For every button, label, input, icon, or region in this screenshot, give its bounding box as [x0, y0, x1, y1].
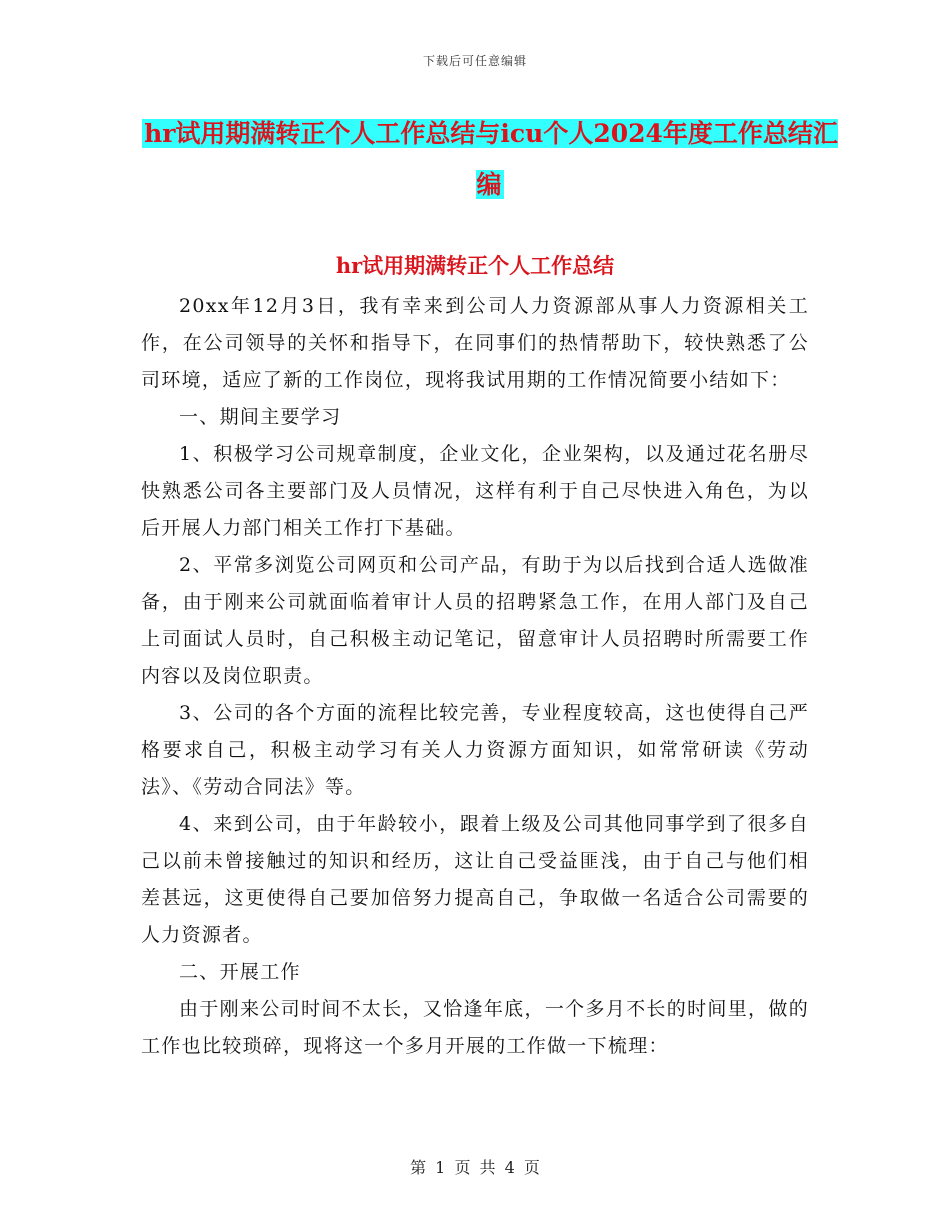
document-title-text: hr试用期满转正个人工作总结与icu个人2024年度工作总结汇编 [144, 119, 838, 199]
paragraph: 一、期间主要学习 [179, 406, 342, 428]
document-body [141, 288, 809, 1065]
paragraph: 3、公司的各个方面的流程比较完善，专业程度较高，这也使得自己严格要求自己，积极主动学习有关人力资源方面知识，如常常研读《劳动法》、《劳动合同法》等。 [141, 702, 809, 798]
document-title [140, 108, 840, 210]
paragraph: 2、平常多浏览公司网页和公司产品，有助于为以后找到合适人选做准备，由于刚来公司就面临着审计人员的招聘紧急工作，在用人部门及自己上司面试人员时，自己积极主动记笔记，留意审计人员招聘时所需要工作内容以及岗位职责。 [141, 554, 809, 687]
paragraph: 由于刚来公司时间不太长，又恰逢年底，一个多月不长的时间里，做的工作也比较琐碎，现将这一个多月开展的工作做一下梳理： [141, 998, 809, 1057]
section-title: hr试用期满转正个人工作总结 [335, 253, 615, 278]
paragraph: 1、积极学习公司规章制度，企业文化，企业架构，以及通过花名册尽快熟悉公司各主要部门及人员情况，这样有利于自己尽快进入角色，为以后开展人力部门相关工作打下基础。 [141, 443, 809, 539]
paragraph: 20xx年12月3日，我有幸来到公司人力资源部从事人力资源相关工作，在公司领导的关怀和指导下，在同事们的热情帮助下，较快熟悉了公司环境，适应了新的工作岗位，现将我试用期的工作情况简要小结如下： [141, 295, 809, 391]
paragraph: 二、开展工作 [179, 961, 301, 983]
paragraph: 4、来到公司，由于年龄较小，跟着上级及公司其他同事学到了很多自己以前未曾接触过的知识和经历，这让自己受益匪浅，由于自己与他们相差甚远，这更使得自己要加倍努力提高自己，争取做一名适合公司需要的人力资源者。 [141, 813, 809, 946]
page-header: 下载后可任意编辑 [422, 54, 527, 68]
page-number: 第 1 页 共 4 页 [410, 1158, 540, 1177]
